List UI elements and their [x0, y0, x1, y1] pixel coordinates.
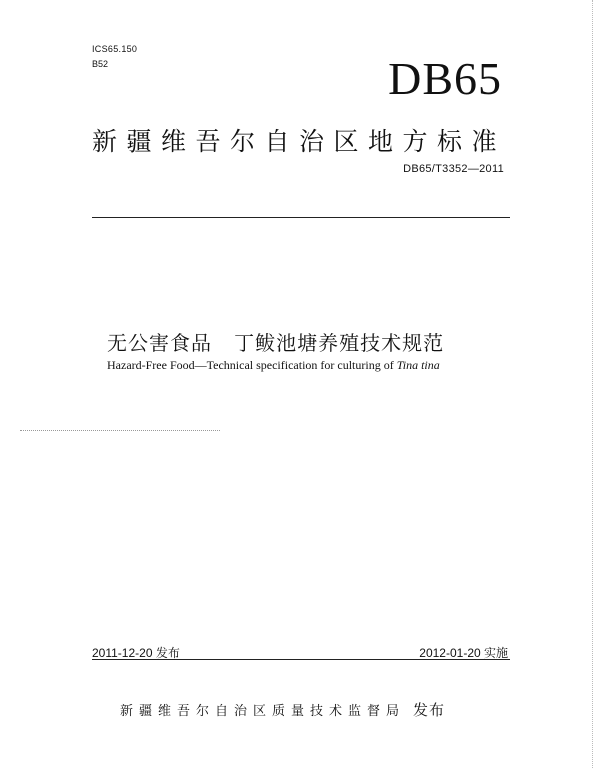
publisher-suffix: 发布: [413, 701, 446, 719]
header-divider: [92, 217, 510, 218]
standard-code: DB65: [388, 53, 502, 104]
implementation-date: 2012-01-20 实施: [419, 646, 508, 660]
ics-code: ICS65.150: [92, 44, 138, 54]
page-edge: [592, 0, 594, 768]
document-title-en-text: Hazard-Free Food—Technical specification for culturing of: [107, 358, 397, 372]
publisher: [120, 699, 445, 720]
document-title-zh: 无公害食品 丁鲅池塘养殖技术规范: [107, 331, 445, 355]
standard-number: DB65/T3352—2011: [403, 163, 504, 175]
standard-type-title: 新疆维吾尔自治区地方标准: [92, 127, 507, 156]
species-name: Tina tina: [396, 358, 440, 372]
ccs-code: B52: [92, 59, 109, 69]
date-divider: [92, 659, 510, 660]
scan-artifact: [20, 430, 220, 432]
publisher-name: 新疆维吾尔自治区质量技术监督局: [120, 704, 406, 719]
document-title-en: [107, 358, 440, 373]
issue-date: 2011-12-20 发布: [92, 646, 180, 660]
